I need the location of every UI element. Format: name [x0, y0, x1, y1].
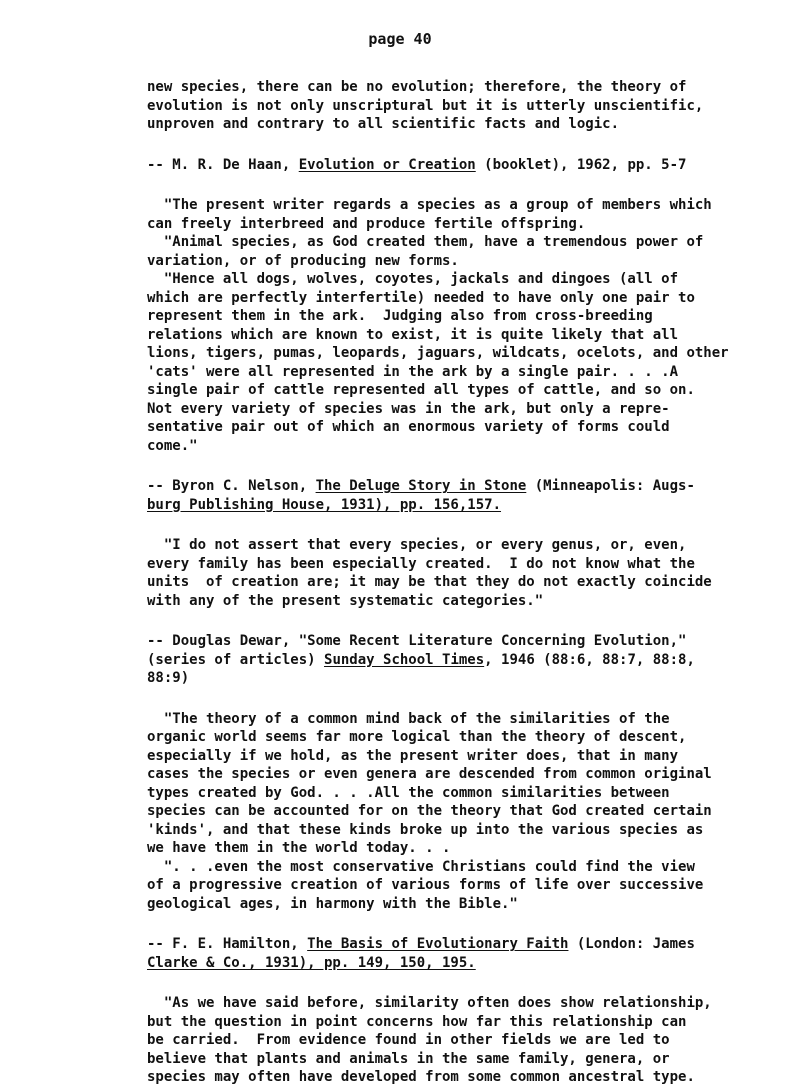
citation-line: 88:9) — [147, 670, 190, 686]
text-line: every family has been especially created. I do not know what the — [147, 555, 695, 572]
citation-line — [147, 651, 762, 670]
citation-title: The Deluge Story in Stone — [315, 478, 527, 494]
citation-dewar — [147, 632, 762, 688]
text-line: species can be accounted for on the theory that God created certain — [147, 803, 712, 819]
text-line: unproven and contrary to all scientific facts and logic. — [147, 116, 620, 132]
text-line: geological ages, in harmony with the Bible." — [147, 895, 518, 912]
page-body — [147, 78, 762, 1087]
citation-prefix: -- F. E. Hamilton, — [147, 936, 308, 952]
text-line: species may often have developed from some common ancestral type. — [147, 1069, 695, 1085]
text-line: come." — [147, 437, 198, 454]
text-line: represent them in the ark. Judging also from cross-breeding — [147, 308, 653, 324]
text-line: especially if we hold, as the present writer does, that in many — [147, 747, 679, 764]
text-line: "Animal species, as God created them, have a tremendous power of — [147, 234, 704, 250]
quote-dewar — [147, 536, 762, 610]
text-line: relations which are known to exist, it is quite likely that all — [147, 326, 679, 343]
citation-line — [147, 935, 762, 954]
quote-final — [147, 994, 762, 1087]
text-line: sentative pair out of which an enormous variety of forms could — [147, 419, 670, 435]
text-line: units of creation are; it may be that they do not exactly coincide — [147, 574, 712, 590]
text-line: ". . .even the most conservative Christians could find the view — [147, 858, 695, 875]
text-line: which are perfectly interfertile) needed to have only one pair to — [147, 289, 695, 306]
text-line: of a progressive creation of various forms of life over successive — [147, 877, 704, 893]
text-line: single pair of cattle represented all types of cattle, and so on. — [147, 382, 695, 398]
intro-paragraph — [147, 78, 762, 134]
text-line: types created by God. . . .All the common similarities between — [147, 784, 670, 801]
text-line: believe that plants and animals in the same family, genera, or — [147, 1050, 670, 1067]
text-line: new species, there can be no evolution; therefore, the theory of — [147, 79, 687, 95]
quote-hamilton — [147, 710, 762, 914]
text-line: variation, or of producing new forms. — [147, 252, 459, 269]
text-line: "The theory of a common mind back of the similarities of the — [147, 710, 670, 727]
citation-title: The Basis of Evolutionary Faith — [307, 936, 569, 952]
citation-line — [147, 477, 762, 496]
text-line: lions, tigers, pumas, leopards, jaguars, wildcats, ocelots, and other — [147, 345, 729, 361]
citation-prefix: -- M. R. De Haan, — [147, 156, 299, 173]
citation-title: Sunday School Times — [324, 651, 485, 668]
citation-line: Clarke & Co., 1931), pp. 149, 150, 195. — [147, 954, 476, 971]
text-line: we have them in the world today. . . — [147, 840, 451, 856]
text-line: cases the species or even genera are descended from common original — [147, 766, 712, 782]
citation-hamilton — [147, 935, 762, 972]
citation-suffix: , 1946 (88:6, 88:7, 88:8, — [484, 651, 695, 668]
citation-line — [147, 156, 762, 175]
page-number: page 40 — [368, 30, 432, 48]
citation-de-haan — [147, 156, 762, 175]
text-line: "The present writer regards a species as a group of members which — [147, 197, 712, 213]
text-line: organic world seems far more logical than the theory of descent, — [147, 729, 687, 745]
text-line: 'kinds', and that these kinds broke up into the various species as — [147, 821, 704, 838]
text-line: with any of the present systematic categories." — [147, 592, 544, 609]
text-line: be carried. From evidence found in other fields we are led to — [147, 1032, 670, 1048]
text-line: 'cats' were all represented in the ark by a single pair. . . .A — [147, 363, 679, 380]
citation-prefix: (series of articles) — [147, 651, 325, 668]
text-line: Not every variety of species was in the ark, but only a repre- — [147, 400, 670, 417]
text-line: evolution is not only unscriptural but it is utterly unscientific, — [147, 97, 704, 114]
citation-suffix: (Minneapolis: Augs- — [526, 478, 695, 494]
citation-suffix: (booklet), 1962, pp. 5-7 — [475, 156, 687, 173]
citation-title: Evolution or Creation — [298, 156, 476, 173]
text-line: "Hence all dogs, wolves, coyotes, jackals and dingoes (all of — [147, 271, 679, 287]
citation-prefix: -- Byron C. Nelson, — [147, 478, 316, 494]
quote-nelson — [147, 196, 762, 455]
text-line: can freely interbreed and produce fertile offspring. — [147, 215, 586, 232]
citation-nelson — [147, 477, 762, 514]
citation-line: -- Douglas Dewar, "Some Recent Literature Concerning Evolution," — [147, 633, 687, 649]
text-line: but the question in point concerns how far this relationship can — [147, 1013, 687, 1030]
citation-suffix: (London: James — [568, 936, 695, 952]
text-line: "As we have said before, similarity often does show relationship, — [147, 995, 712, 1011]
text-line: "I do not assert that every species, or every genus, or, even, — [147, 537, 687, 553]
citation-line: burg Publishing House, 1931), pp. 156,157. — [147, 496, 502, 513]
